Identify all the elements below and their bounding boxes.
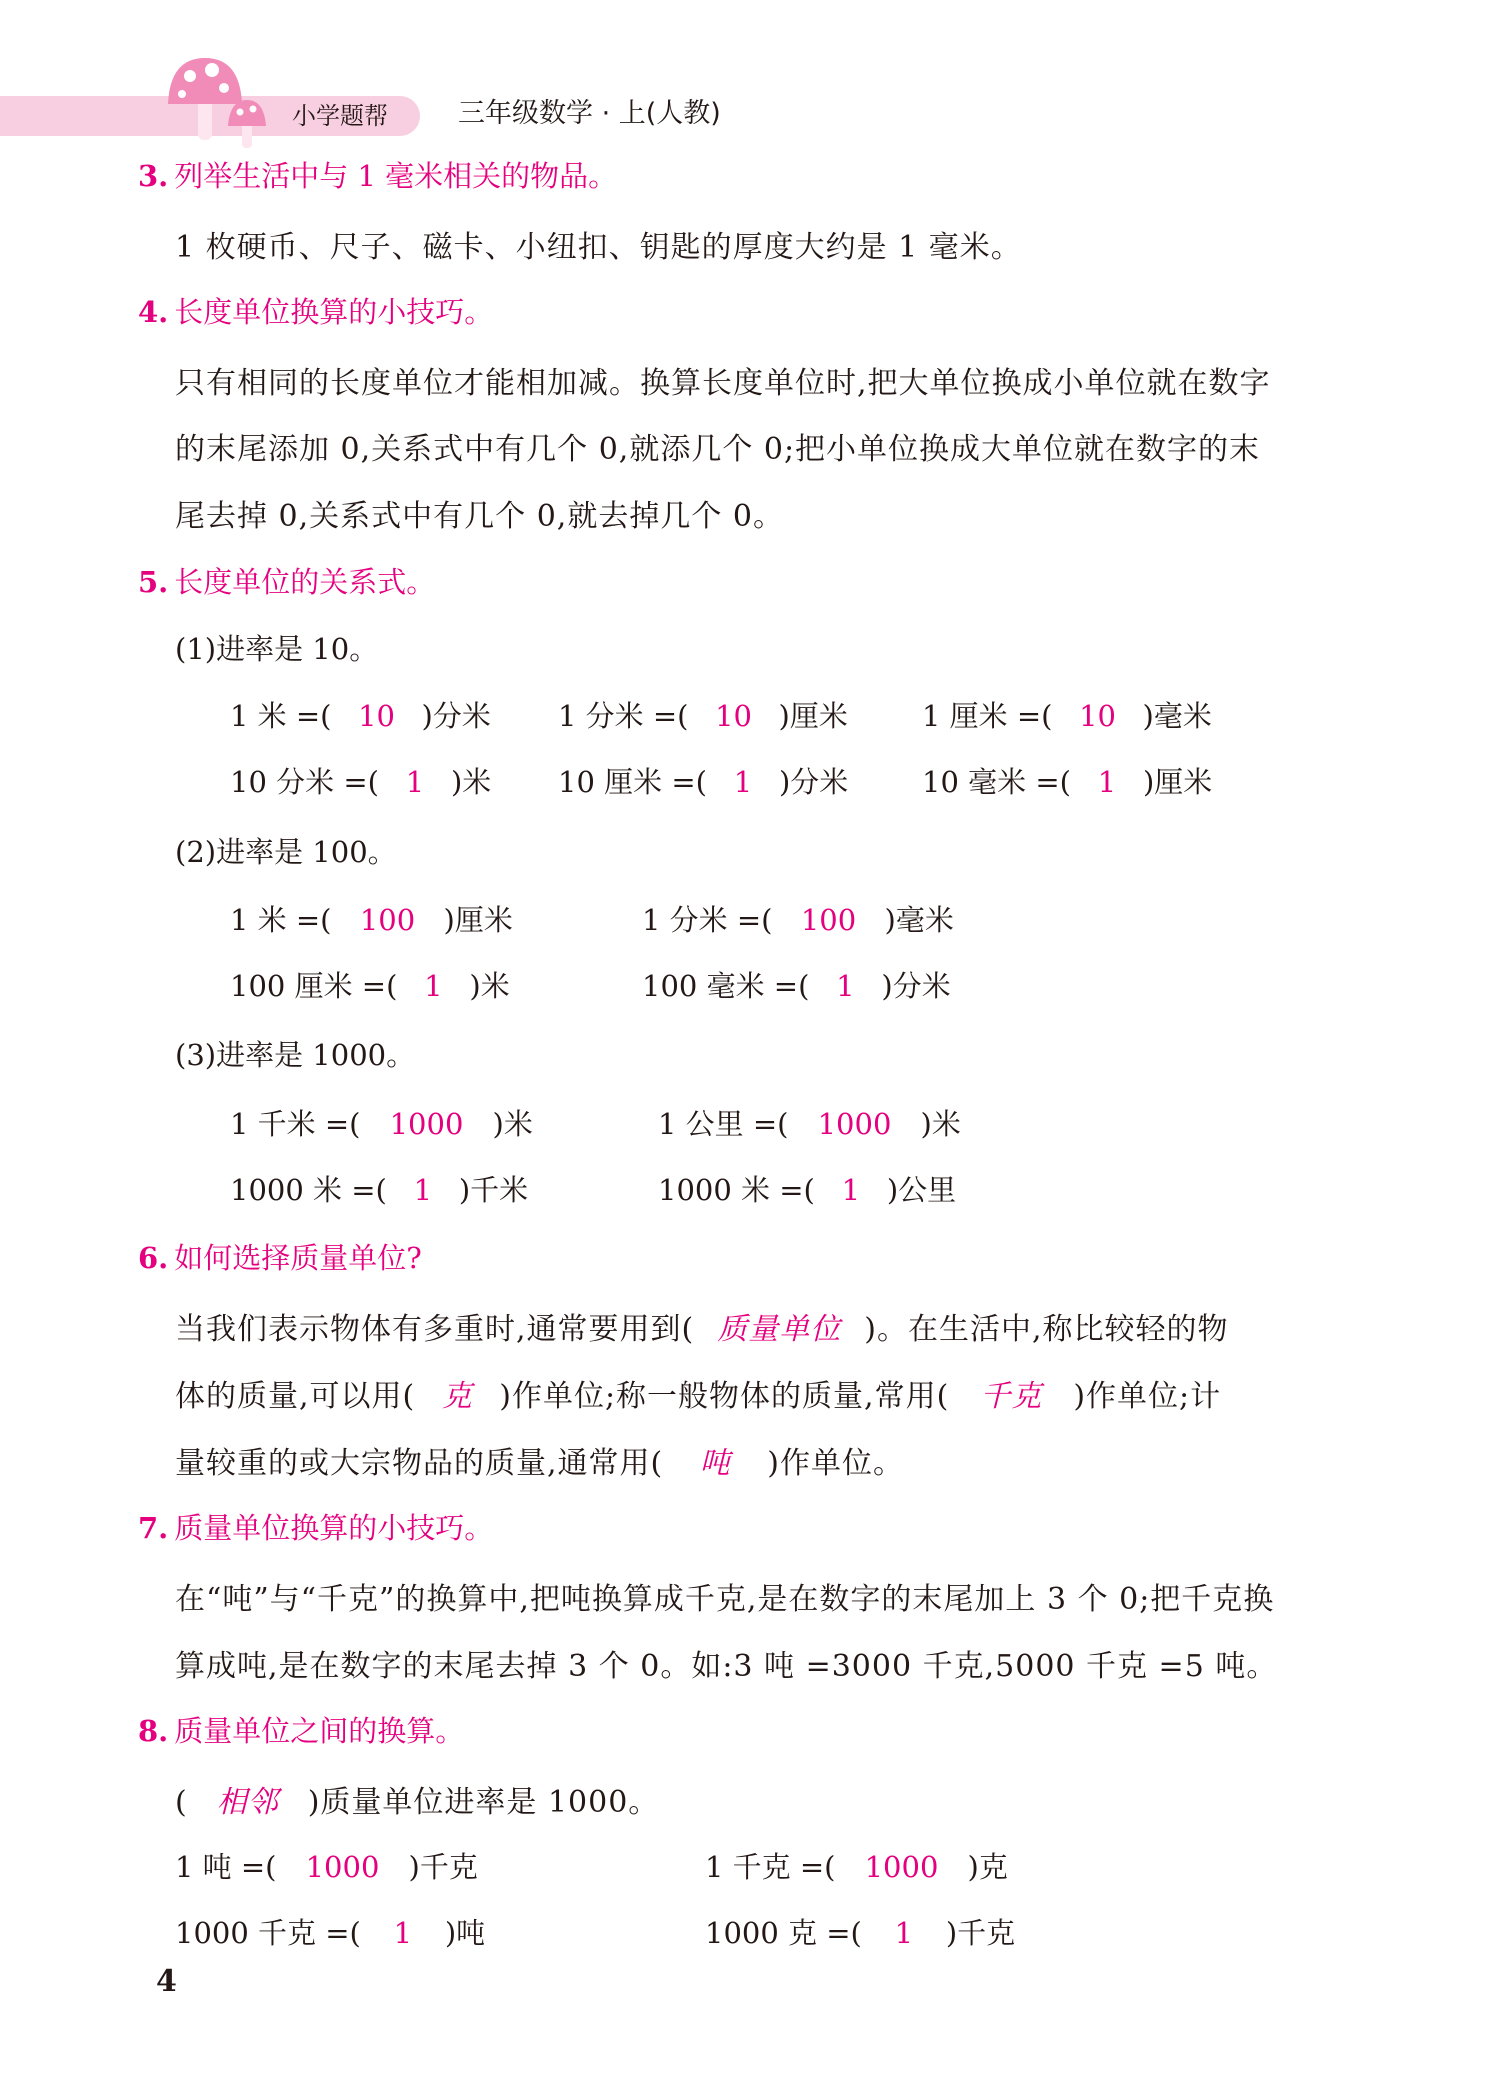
answer-value: 1000 (389, 1107, 464, 1141)
section-7-title (138, 1506, 493, 1547)
equation (175, 1911, 485, 1952)
equation (175, 1845, 478, 1886)
equation-unit: )厘米 (1142, 765, 1213, 799)
equation-unit: )米 (469, 969, 510, 1003)
equation (642, 964, 951, 1005)
section-4-title (138, 290, 493, 331)
section-6-title (138, 1236, 422, 1277)
section-title-text: 列举生活中与 1 毫米相关的物品。 (174, 159, 618, 193)
equation (230, 964, 510, 1005)
equation-unit: )分米 (778, 765, 849, 799)
section-4-line-3: 尾去掉 0,关系式中有几个 0,就去掉几个 0。 (175, 499, 784, 534)
section-number: 8. (138, 1714, 169, 1748)
equation-unit: )分米 (421, 699, 491, 733)
answer-value: 千克 (980, 1379, 1043, 1414)
section-8-title (138, 1709, 464, 1750)
equation-prefix: 1000 千克 =( (175, 1916, 361, 1950)
answer-value: 100 (359, 903, 416, 937)
answer-value: 1 (1097, 765, 1117, 799)
answer-value: 1000 (864, 1850, 939, 1884)
equation (558, 694, 848, 735)
answer-value: 1 (424, 969, 443, 1003)
answer-value: 质量单位 (717, 1312, 842, 1347)
equation (230, 1168, 528, 1209)
section-title-text: 长度单位换算的小技巧。 (174, 295, 494, 329)
text-run: ( (175, 1785, 188, 1820)
equation-unit: )厘米 (443, 903, 513, 937)
answer-value: 1 (413, 1173, 433, 1207)
equation-unit: )千克 (408, 1850, 478, 1884)
text-run: )。在生活中,称比较轻的物 (864, 1312, 1229, 1347)
answer-value: 1000 (305, 1850, 380, 1884)
equation-unit: )千克 (945, 1916, 1016, 1950)
equation-prefix: 100 毫米 =( (642, 969, 810, 1003)
section-5-sub-2: (2)进率是 100。 (175, 835, 397, 869)
section-4-line-1: 只有相同的长度单位才能相加减。换算长度单位时,把大单位换成小单位就在数字 (175, 366, 1271, 401)
answer-value: 1 (405, 765, 425, 799)
equation-prefix: 1 分米 =( (558, 699, 689, 733)
equation-prefix: 10 毫米 =( (922, 765, 1071, 799)
section-number: 7. (138, 1511, 169, 1545)
equation-unit: )米 (450, 765, 492, 799)
equation-prefix: 1000 米 =( (230, 1173, 387, 1207)
answer-value: 1 (733, 765, 753, 799)
section-3-title (138, 154, 617, 195)
section-title-text: 长度单位的关系式。 (174, 565, 436, 599)
equation (230, 1102, 533, 1143)
section-title-text: 质量单位之间的换算。 (174, 1714, 465, 1748)
section-5-sub-1: (1)进率是 10。 (175, 632, 379, 666)
answer-value: 1000 (817, 1107, 892, 1141)
section-6-line-2 (175, 1371, 1221, 1415)
equation (230, 898, 513, 939)
answer-value: 克 (441, 1379, 473, 1414)
equation-prefix: 10 分米 =( (230, 765, 379, 799)
equation-unit: )公里 (886, 1173, 957, 1207)
page-number: 4 (156, 1964, 177, 1999)
text-run: )质量单位进率是 1000。 (307, 1785, 660, 1820)
equation (230, 694, 491, 735)
equation (922, 694, 1212, 735)
answer-value: 100 (800, 903, 857, 937)
equation-prefix: 1000 米 =( (658, 1173, 815, 1207)
equation-unit: )吨 (444, 1916, 486, 1950)
section-5-sub-3: (3)进率是 1000。 (175, 1038, 416, 1072)
section-7-line-1: 在“吨”与“千克”的换算中,把吨换算成千克,是在数字的末尾加上 3 个 0;把千克换 (175, 1582, 1275, 1617)
section-8-line-1 (175, 1777, 659, 1821)
section-number: 3. (138, 159, 169, 193)
equation-prefix: 1 千米 =( (230, 1107, 361, 1141)
text-run: 当我们表示物体有多重时,通常要用到( (175, 1312, 695, 1347)
equation (658, 1168, 956, 1209)
answer-value: 1 (836, 969, 855, 1003)
section-7-line-2: 算成吨,是在数字的末尾去掉 3 个 0。如:3 吨 =3000 千克,5000 千克 =5 吨。 (175, 1649, 1278, 1684)
section-number: 5. (138, 565, 169, 599)
section-number: 6. (138, 1241, 169, 1275)
text-run: )作单位。 (767, 1446, 904, 1481)
section-6-line-1 (175, 1304, 1229, 1348)
equation-unit: )米 (920, 1107, 961, 1141)
section-6-line-3 (175, 1438, 904, 1482)
equation-unit: )毫米 (1142, 699, 1212, 733)
equation-prefix: 1 吨 =( (175, 1850, 277, 1884)
section-3-line-1: 1 枚硬币、尺子、磁卡、小纽扣、钥匙的厚度大约是 1 毫米。 (175, 230, 1022, 265)
equation-prefix: 1000 克 =( (705, 1916, 862, 1950)
equation-prefix: 1 厘米 =( (922, 699, 1053, 733)
equation (922, 760, 1212, 801)
equation-prefix: 100 厘米 =( (230, 969, 398, 1003)
answer-value: 相邻 (216, 1785, 279, 1820)
equation-unit: )米 (492, 1107, 533, 1141)
section-5-title (138, 560, 435, 601)
section-title-text: 质量单位换算的小技巧。 (174, 1511, 494, 1545)
equation-unit: )毫米 (884, 903, 954, 937)
equation-unit: )厘米 (778, 699, 848, 733)
answer-value: 1 (894, 1916, 914, 1950)
section-title-text: 如何选择质量单位? (174, 1241, 422, 1275)
section-4-line-2: 的末尾添加 0,关系式中有几个 0,就添几个 0;把小单位换成大单位就在数字的末 (175, 432, 1261, 467)
equation-unit: )克 (967, 1850, 1008, 1884)
equation (230, 760, 491, 801)
equation-unit: )千米 (458, 1173, 529, 1207)
section-number: 4. (138, 295, 169, 329)
equation-prefix: 1 千克 =( (705, 1850, 836, 1884)
brand-label: 小学题帮 (292, 102, 388, 130)
equation (705, 1845, 1008, 1886)
text-run: 体的质量,可以用( (175, 1379, 416, 1414)
text-run: 量较重的或大宗物品的质量,通常用( (175, 1446, 664, 1481)
equation-unit: )分米 (881, 969, 951, 1003)
answer-value: 10 (1079, 699, 1116, 733)
mushroom-logo-icon (160, 52, 280, 152)
equation-prefix: 1 分米 =( (642, 903, 773, 937)
answer-value: 1 (841, 1173, 861, 1207)
answer-value: 10 (715, 699, 752, 733)
equation (642, 898, 954, 939)
equation (658, 1102, 961, 1143)
equation (705, 1911, 1015, 1952)
equation-prefix: 1 公里 =( (658, 1107, 789, 1141)
equation-prefix: 10 厘米 =( (558, 765, 707, 799)
equation-prefix: 1 米 =( (230, 903, 332, 937)
text-run: )作单位;计 (1073, 1379, 1222, 1414)
answer-value: 吨 (699, 1446, 731, 1481)
equation (558, 760, 848, 801)
answer-value: 1 (393, 1916, 413, 1950)
equation-prefix: 1 米 =( (230, 699, 332, 733)
text-run: )作单位;称一般物体的质量,常用( (499, 1379, 950, 1414)
answer-value: 10 (358, 699, 395, 733)
book-title: 三年级数学 · 上(人教) (458, 98, 721, 129)
